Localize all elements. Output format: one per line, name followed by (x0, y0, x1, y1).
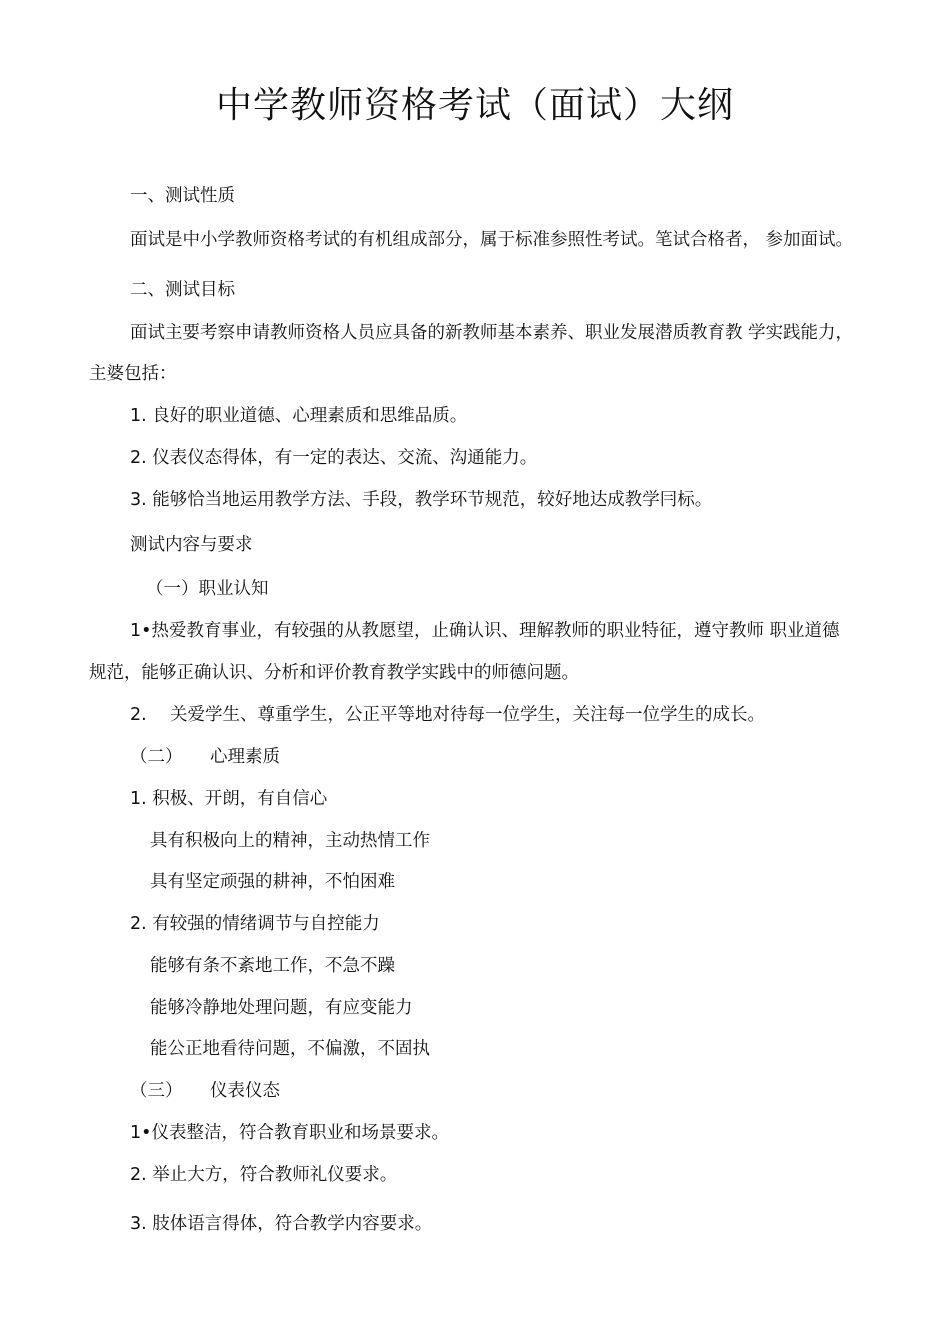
subsection-heading-psychology (130, 745, 280, 769)
psychology-item-2-detail-3: 能公正地看待问题，不偏激，不固执 (150, 1039, 430, 1059)
subsection-title-appearance: 仪表仪态 (210, 1081, 280, 1101)
career-item-2-text: 关爱学生、尊重学生，公正平等地对待每一位学生，关注每一位学生的成长。 (170, 705, 765, 725)
goal-item-1: 1. 良好的职业道德、心理素质和思维品质。 (130, 406, 468, 426)
goal-item-2: 2. 仪表仪态得体，有一定的表达、交流、沟通能力。 (130, 448, 538, 468)
psychology-item-1-detail-1: 具有积极向上的精神，主动热情工作 (150, 831, 430, 851)
subsection-heading-appearance (130, 1079, 280, 1103)
goal-item-3: 3. 能够恰当地运用教学方法、手段，教学环节规范，较好地达成教学冃标。 (130, 490, 713, 510)
career-item-2 (130, 703, 765, 727)
section-heading-test-nature: 一、测试性质 (130, 186, 235, 206)
section-heading-content-requirements: 测试内容与要求 (130, 535, 253, 555)
appearance-item-1: 1•仪表整洁，符合教育职业和场景要求。 (130, 1123, 449, 1143)
appearance-item-3: 3. 肢体语言得体，符合教学内容要求。 (130, 1214, 433, 1234)
subsection-number-3: （三） (130, 1081, 183, 1101)
subsection-heading-career-cognition: （一）职业认知 (146, 579, 269, 599)
career-item-2-number: 2. (130, 705, 147, 725)
paragraph-test-goals-line-2: 主婆包括： (89, 364, 177, 384)
section-heading-test-goals: 二、测试目标 (130, 280, 235, 300)
subsection-number-2: （二） (130, 747, 183, 767)
psychology-item-1-detail-2: 具有坚定顽强的耕神，不怕困难 (150, 872, 395, 892)
document-title: 中学教师资格考试（面试）大纲 (215, 85, 734, 126)
psychology-item-2-detail-1: 能够有条不紊地工作，不急不躁 (150, 956, 395, 976)
career-item-1-line-2: 规范，能够正确认识、分析和评价教育教学实践中的师德问题。 (89, 663, 579, 683)
psychology-item-2-detail-2: 能够冷静地处理问题，有应变能力 (150, 998, 413, 1018)
psychology-item-2: 2. 有较强的情绪调节与自控能力 (130, 914, 380, 934)
appearance-item-2: 2. 举止大方，符合教师礼仪要求。 (130, 1165, 398, 1185)
paragraph-test-nature: 面试是中小学教师资格考试的有机组成部分，属于标准参照性考试。笔试合格者， 参加面试。 (130, 230, 854, 250)
paragraph-test-goals-line-1: 面试主要考察申请教师资格人员应具备的新教师基本素养、职业发展潜质教育教 学实践能力， (130, 323, 854, 343)
subsection-title-psychology: 心理素质 (210, 747, 280, 767)
career-item-1-line-1: 1•热爱教育事业，有较强的从教愿望，止确认识、理解教师的职业特征，遵守教师 职业道德 (130, 621, 840, 641)
psychology-item-1: 1. 积极、开朗，有自信心 (130, 789, 328, 809)
